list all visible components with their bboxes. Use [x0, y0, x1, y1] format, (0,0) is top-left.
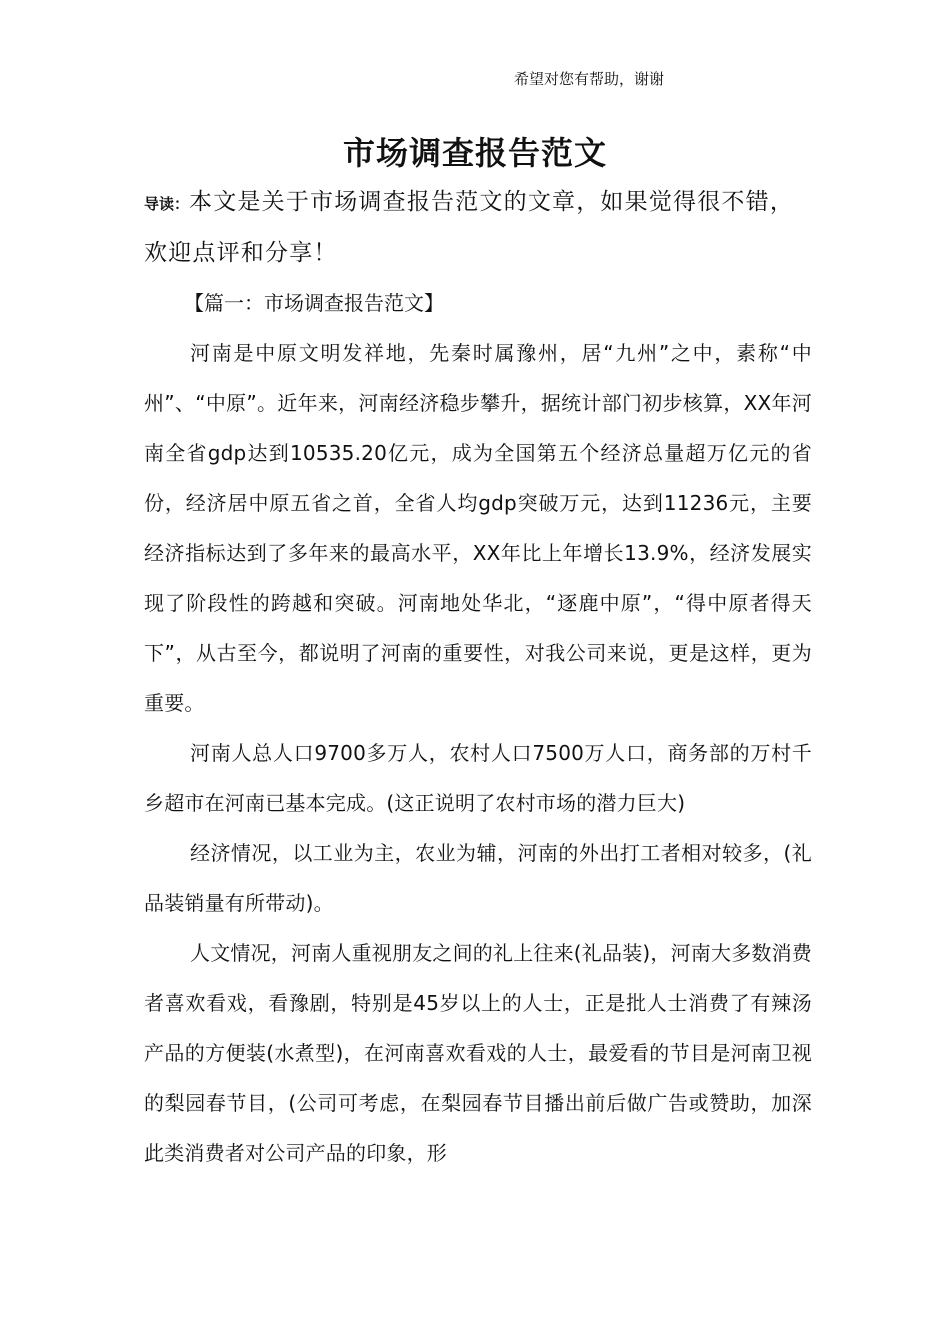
intro-label: 导读： — [144, 195, 190, 213]
document-title: 市场调查报告范文 — [342, 134, 607, 172]
document-body — [144, 178, 812, 1178]
paragraph-1: 河南是中原文明发祥地，先秦时属豫州，居“九州”之中，素称“中州”、“中原”。近年来，河南经济稳步攀升，据统计部门初步核算，XX年河南全省gdp达到10535.20亿元，成为全国第五个经济总量超万亿元的省份，经济居中原五省之首，全省人均gdp突破万元，达到11236元，主要经济指标达到了多年来的最高水平，XX年比上年增长13.9%，经济发展实现了阶段性的跨越和突破。河南地处华北，“逐鹿中原”，“得中原者得天下”，从古至今，都说明了河南的重要性，对我公司来说，更是这样，更为重要。 — [144, 341, 812, 715]
section-heading: 【篇一：市场调查报告范文】 — [184, 291, 444, 315]
paragraph-4: 人文情况，河南人重视朋友之间的礼上往来(礼品装)，河南大多数消费者喜欢看戏，看豫剧，特别是45岁以上的人士，正是批人士消费了有辣汤产品的方便装(水煮型)，在河南喜欢看戏的人士，最爱看的节目是河南卫视的梨园春节目，(公司可考虑，在梨园春节目播出前后做广告或赞助，加深此类消费者对公司产品的印象，形 — [144, 941, 813, 1165]
paragraph-2: 河南人总人口9700多万人，农村人口7500万人口，商务部的万村千乡超市在河南已基本完成。(这正说明了农村市场的潜力巨大) — [144, 741, 812, 815]
paragraph-3: 经济情况，以工业为主，农业为辅，河南的外出打工者相对较多，(礼品装销量有所带动)。 — [144, 841, 812, 915]
header-note: 希望对您有帮助，谢谢 — [514, 70, 665, 88]
intro-paragraph — [144, 178, 812, 278]
intro-text: 本文是关于市场调查报告范文的文章，如果觉得很不错，欢迎点评和分享！ — [144, 189, 795, 266]
